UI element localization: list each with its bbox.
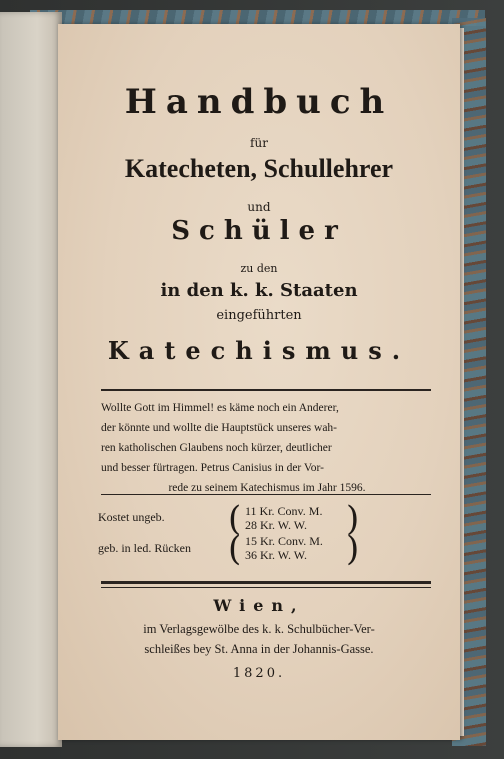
price-value: 11 Kr. Conv. M. <box>245 504 323 518</box>
quote-line: ren katholischen Glaubens noch kürzer, deutlicher <box>101 442 332 454</box>
endpaper-left <box>0 12 62 747</box>
book-title: Handbuch <box>124 82 394 122</box>
quote-line: Wollte Gott im Himmel! es käme noch ein Anderer, <box>101 402 339 414</box>
line-zu-den: zu den <box>240 262 278 275</box>
publication-year: 1820. <box>232 666 286 681</box>
double-rule-thick <box>101 581 431 584</box>
divider-rule <box>101 389 431 391</box>
title-page <box>58 24 460 740</box>
line-katecheten: Katecheten, Schullehrer <box>124 154 394 183</box>
price-label-bound: geb. in led. Rücken <box>98 541 191 555</box>
double-rule-thin <box>101 587 431 588</box>
price-value: 36 Kr. W. W. <box>245 548 308 562</box>
price-value: 15 Kr. Conv. M. <box>245 534 323 548</box>
quote-line: rede zu seinem Katechismus im Jahr 1596. <box>168 482 366 494</box>
price-value: 28 Kr. W. W. <box>245 518 308 532</box>
quote-line: und besser fürtragen. Petrus Canisius in der Vor- <box>101 462 324 474</box>
epigraph-quote <box>101 398 433 498</box>
line-katechismus: Katechismus. <box>107 336 411 365</box>
line-fuer: für <box>250 136 268 150</box>
price-label-unbound: Kostet ungeb. <box>98 510 165 524</box>
quote-line: der könnte und wollte die Hauptstück unseres wah- <box>101 422 338 434</box>
brace-close: ) <box>346 529 360 569</box>
place-of-publication: Wien, <box>213 596 305 615</box>
imprint-line: im Verlagsgewölbe des k. k. Schulbücher-Ver- <box>143 622 375 636</box>
line-und: und <box>247 200 271 214</box>
line-staaten: in den k. k. Staaten <box>160 280 358 301</box>
brace-open: ( <box>228 499 242 539</box>
line-eingefuehrten: eingeführten <box>216 308 302 323</box>
brace-close: ) <box>346 499 360 539</box>
imprint-line: schleißes bey St. Anna in der Johannis-Gasse. <box>144 642 374 656</box>
line-schueler: Schüler <box>171 216 347 246</box>
brace-open: ( <box>228 529 242 569</box>
divider-rule <box>101 494 431 495</box>
